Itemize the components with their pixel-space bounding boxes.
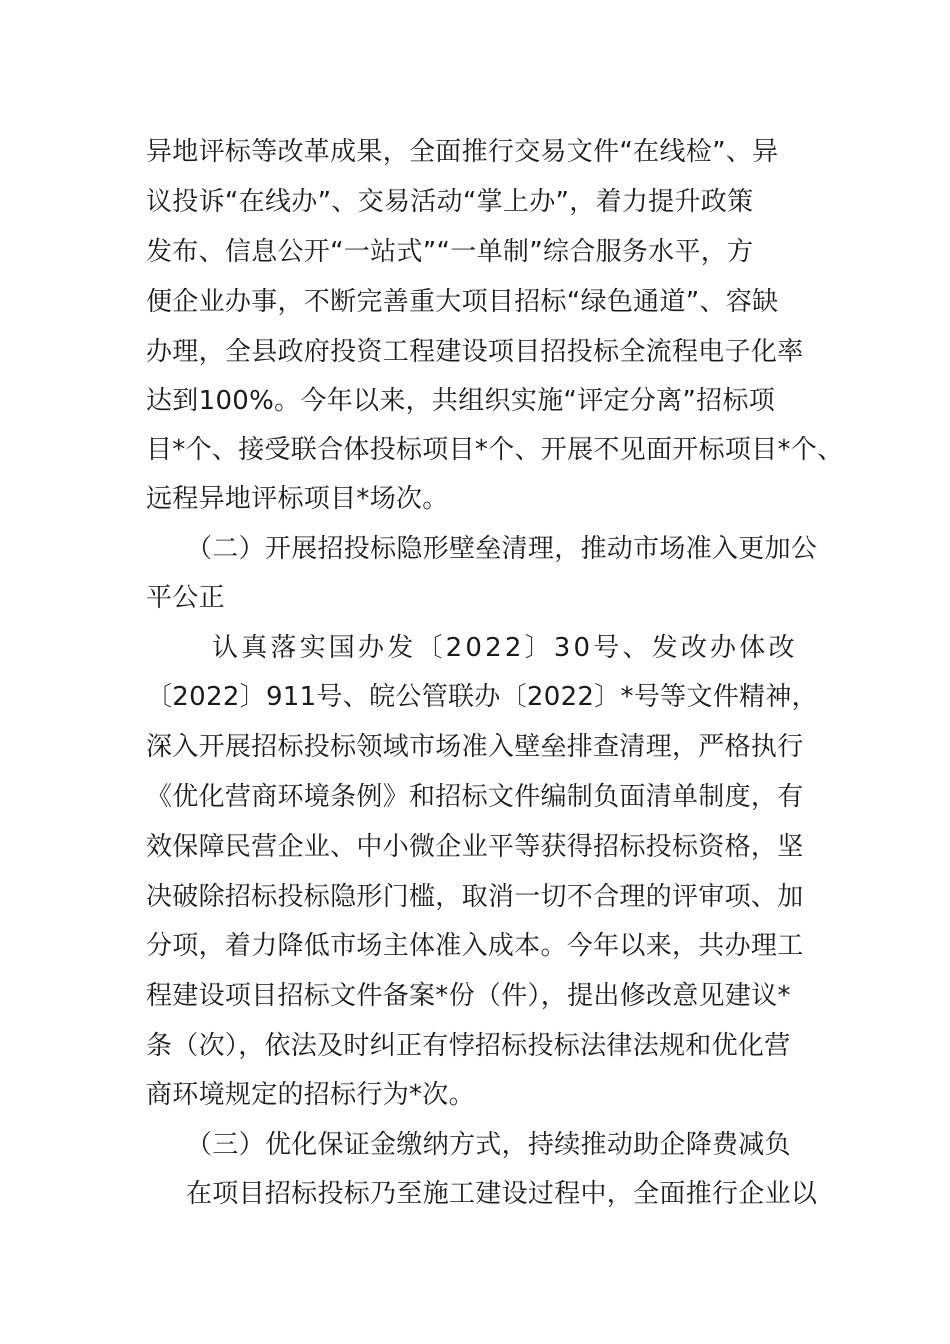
text-line: 条（次），依法及时纠正有悖招标投标法律法规和优化营 [146, 1031, 791, 1061]
text-line: 议投诉“在线办”、交易活动“掌上办”，着力提升政策 [146, 187, 754, 217]
text-line: 在项目招标投标乃至施工建设过程中，全面推行企业以 [186, 1179, 818, 1209]
section-heading-3: （三）优化保证金缴纳方式，持续推动助企降费减负 [186, 1130, 791, 1160]
text-line: 分项，着力降低市场主体准入成本。今年以来，共办理工 [146, 931, 804, 961]
text-line: 《优化营商环境条例》和招标文件编制负面清单制度，有 [146, 782, 804, 812]
text-line: 认真落实国办发〔2022〕30号、发改办体改 [212, 633, 798, 663]
text-line: 便企业办事，不断完善重大项目招标“绿色通道”、容缺 [146, 287, 779, 317]
text-line: 商环境规定的招标行为*次。 [146, 1080, 475, 1110]
text-line: 异地评标等改革成果，全面推行交易文件“在线检”、异 [146, 137, 779, 167]
section-heading-2: （二）开展招投标隐形壁垒清理，推动市场准入更加公 [186, 534, 818, 564]
text-line: 〔2022〕911号、皖公管联办〔2022〕*号等文件精神， [146, 682, 818, 712]
text-line: 深入开展招标投标领域市场准入壁垒排查清理，严格执行 [146, 732, 804, 762]
text-line: 达到100%。今年以来，共组织实施“评定分离”招标项 [146, 386, 776, 416]
text-line: 发布、信息公开“一站式”“一单制”综合服务水平，方 [146, 237, 754, 267]
text-line: 远程异地评标项目*场次。 [146, 484, 449, 514]
text-line: 决破除招标投标隐形门槛，取消一切不合理的评审项、加 [146, 882, 804, 912]
text-line: 效保障民营企业、中小微企业平等获得招标投标资格，坚 [146, 832, 804, 862]
text-line: 程建设项目招标文件备案*份（件），提出修改意见建议* [146, 981, 791, 1011]
text-line: 办理，全县政府投资工程建设项目招投标全流程电子化率 [146, 337, 804, 367]
text-line: 目*个、接受联合体投标项目*个、开展不见面开标项目*个、 [146, 435, 844, 465]
section-heading-2-cont: 平公正 [146, 583, 225, 613]
